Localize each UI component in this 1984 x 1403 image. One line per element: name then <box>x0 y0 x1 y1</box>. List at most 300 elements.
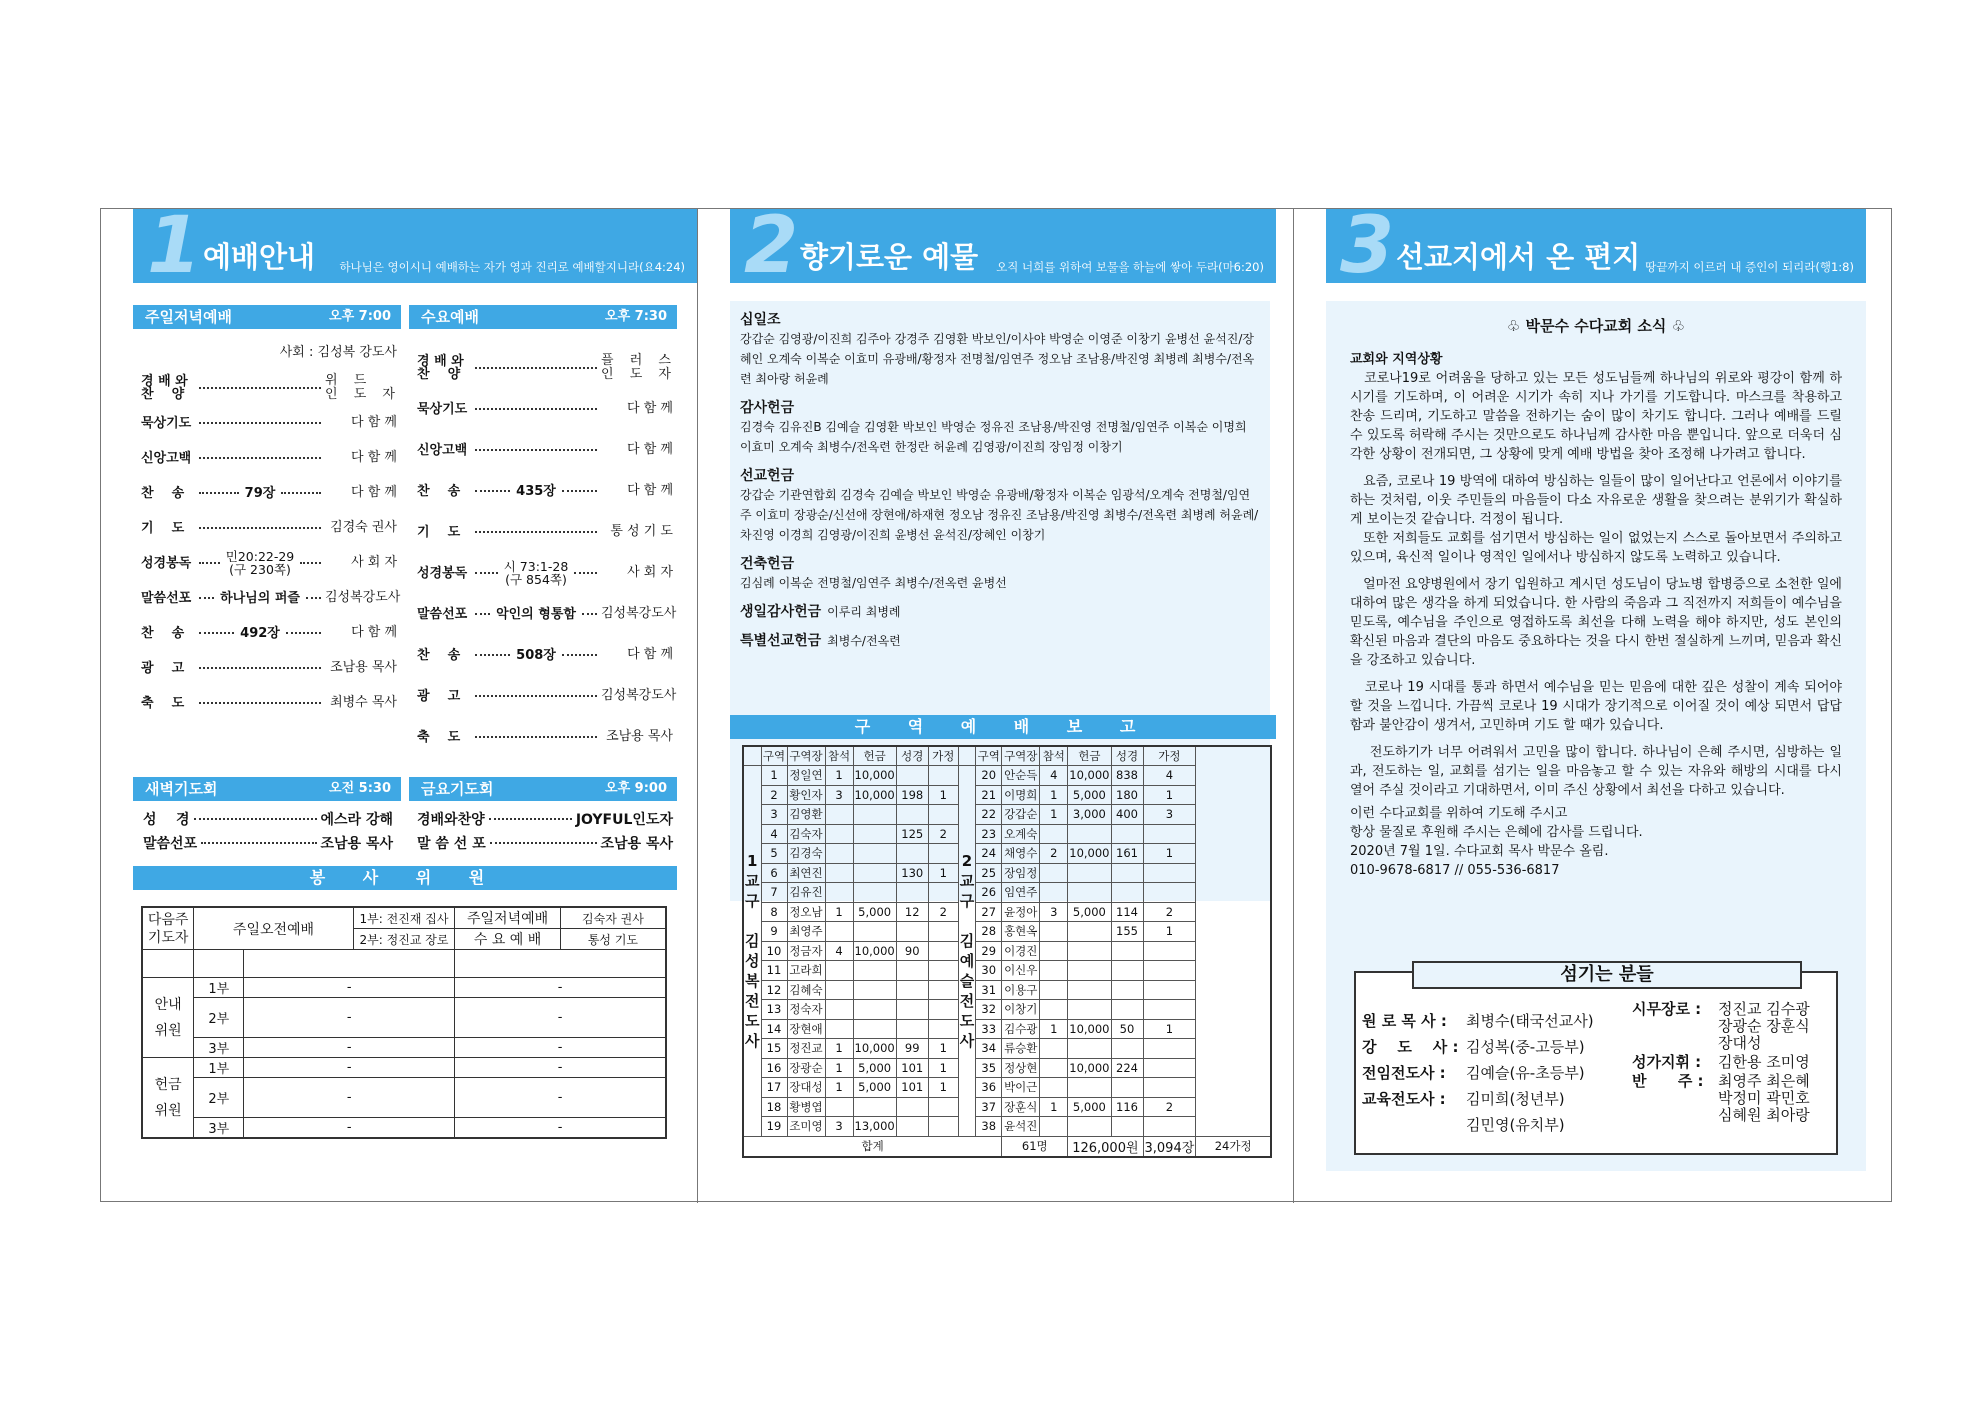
offering-group <box>740 601 1260 622</box>
table-cell: 황병엽 <box>787 1097 825 1117</box>
table-cell <box>825 1097 853 1117</box>
part2-prayer: 2부: 정진교 장로 <box>353 929 455 950</box>
table-cell <box>1143 824 1196 844</box>
server-role: 시무장로 : <box>1632 1000 1702 1018</box>
mission-letter-header <box>1326 209 1866 283</box>
column-header: 구역장 <box>1002 746 1040 766</box>
usher-part2: 2부 <box>194 998 244 1038</box>
table-cell <box>896 922 928 942</box>
order-item <box>141 445 397 471</box>
dotted-leader <box>475 654 510 656</box>
letter-closing <box>1350 804 1842 880</box>
table-cell: 30 <box>976 961 1002 981</box>
table-cell: 155 <box>1111 922 1143 942</box>
dotted-leader <box>489 818 572 820</box>
part1-prayer: 1부: 전진재 집사 <box>353 907 455 929</box>
offering-part2-b: - <box>455 1078 666 1118</box>
sunday-evening-prayer: 김숙자 권사 <box>560 907 666 929</box>
table-cell <box>1068 980 1111 1000</box>
order-item-label: 찬 송 <box>417 483 461 499</box>
prayer-item <box>417 833 673 853</box>
offering-type: 특별선교헌금 <box>740 633 822 649</box>
dotted-leader <box>199 457 321 459</box>
table-cell: 38 <box>976 1117 1002 1137</box>
wednesday-prayer-label: 수 요 예 배 <box>455 929 561 950</box>
table-cell <box>1040 1078 1068 1098</box>
order-item-label: 신앙고백 <box>417 442 468 458</box>
table-cell: 2 <box>1040 844 1068 864</box>
table-cell <box>928 1117 958 1137</box>
table-cell <box>896 1097 928 1117</box>
dawn-bar <box>133 777 401 801</box>
table-cell <box>928 883 958 903</box>
order-item-person: 사 회 자 <box>627 565 674 580</box>
table-cell <box>825 961 853 981</box>
table-cell: 안순득 <box>1002 766 1040 786</box>
usher-part2-b: - <box>455 998 666 1038</box>
table-cell <box>853 980 896 1000</box>
usher-part3: 3부 <box>194 1038 244 1058</box>
table-cell <box>1040 941 1068 961</box>
dotted-leader <box>475 736 597 738</box>
column-header: 성경 <box>896 746 928 766</box>
table-cell <box>1040 1058 1068 1078</box>
table-cell: 22 <box>976 805 1002 825</box>
table-cell: 2 <box>928 824 958 844</box>
dotted-leader <box>475 613 490 615</box>
offering-type: 십일조 <box>740 312 781 328</box>
table-cell: 6 <box>761 863 787 883</box>
table-cell: 장임정 <box>1002 863 1040 883</box>
table-cell: 838 <box>1111 766 1143 786</box>
table-cell <box>1111 961 1143 981</box>
section-verse: 땅끝까지 이르러 내 증인이 되리라(행1:8) <box>1645 260 1854 274</box>
order-item <box>141 515 397 541</box>
table-cell <box>1040 961 1068 981</box>
order-item <box>141 410 397 436</box>
table-cell: 20 <box>976 766 1002 786</box>
total-homes: 24가정 <box>1196 1136 1271 1157</box>
table-cell: 1 <box>928 1058 958 1078</box>
table-cell <box>1068 824 1111 844</box>
order-item-person: 다 함 께 <box>351 625 398 640</box>
usher-label: 안내 위원 <box>142 978 194 1058</box>
table-cell: 36 <box>976 1078 1002 1098</box>
bulletin-page <box>100 208 1892 1202</box>
order-item <box>417 642 673 668</box>
table-cell: 임연주 <box>1002 883 1040 903</box>
table-cell <box>1143 980 1196 1000</box>
table-cell: 17 <box>761 1078 787 1098</box>
table-cell <box>1068 941 1111 961</box>
dotted-leader <box>475 531 597 533</box>
letter-paragraph: 요즘, 코로나 19 방역에 대하여 방심하는 일들이 많이 일어난다고 언론에서 이야기를 하는 것처럼, 이웃 주민들의 마음들이 다소 자유로운 생활을 찾으려는 분위기가 확실하게 보이는것 같습니다. 걱정이 됩니다. <box>1350 474 1847 527</box>
order-item-label: 찬 송 <box>141 485 185 501</box>
table-cell <box>1111 883 1143 903</box>
table-cell <box>928 1019 958 1039</box>
dotted-leader <box>300 562 321 564</box>
table-cell <box>1143 961 1196 981</box>
section-number: 1 <box>147 209 202 283</box>
table-cell: 3 <box>761 805 787 825</box>
dotted-leader <box>199 702 321 704</box>
order-item-label: 묵상기도 <box>417 401 468 417</box>
section-verse: 오직 너희를 위하여 보물을 하늘에 쌓아 두라(마6:20) <box>996 260 1264 274</box>
table-cell: 25 <box>976 863 1002 883</box>
table-cell <box>1143 1039 1196 1059</box>
order-item-person: 김성복강도사 <box>601 606 677 621</box>
table-cell <box>896 1019 928 1039</box>
table-cell: 1 <box>761 766 787 786</box>
table-cell: 정진교 <box>787 1039 825 1059</box>
blank-cell <box>958 746 976 766</box>
friday-bar <box>409 777 677 801</box>
table-cell: 1 <box>928 863 958 883</box>
usher-part1-a: - <box>244 978 455 998</box>
order-item <box>141 655 397 681</box>
table-cell <box>853 1097 896 1117</box>
table-cell: 7 <box>761 883 787 903</box>
table-cell <box>853 1000 896 1020</box>
order-item-person: 다 함 께 <box>627 401 673 416</box>
prayer-item-label: 말씀선포 <box>143 836 198 852</box>
table-cell: 90 <box>896 941 928 961</box>
order-item-person: 조남용 목사 <box>330 660 397 675</box>
table-cell: 10,000 <box>853 941 896 961</box>
table-cell: 1 <box>1143 844 1196 864</box>
dotted-leader <box>199 667 321 669</box>
table-cell: 10 <box>761 941 787 961</box>
server-role: 원 로 목 사 : <box>1362 1011 1447 1030</box>
table-cell: 10,000 <box>853 785 896 805</box>
total-people: 61명 <box>1002 1136 1068 1157</box>
order-item-label: 묵상기도 <box>141 415 192 431</box>
section-title: 선교지에서 온 편지 <box>1396 240 1641 274</box>
cell-report-bar: 구 역 예 배 보 고 <box>730 715 1276 739</box>
order-item-person: 김경숙 권사 <box>330 520 397 535</box>
table-cell <box>825 844 853 864</box>
table-cell: 33 <box>976 1019 1002 1039</box>
mission-letter-column <box>1294 209 1893 1203</box>
section-number: 3 <box>1340 209 1395 283</box>
column-header: 헌금 <box>853 746 896 766</box>
table-cell <box>896 883 928 903</box>
wednesday-bar <box>409 305 677 329</box>
table-cell <box>1143 1078 1196 1098</box>
table-cell: 장광순 <box>787 1058 825 1078</box>
table-cell: 10,000 <box>853 1039 896 1059</box>
order-item-person: 위 드 인 도 자 <box>325 373 401 402</box>
dotted-leader <box>582 613 597 615</box>
dotted-leader <box>475 408 597 410</box>
server-role: 교육전도사 : <box>1362 1089 1446 1108</box>
offering-part3-b: - <box>455 1118 666 1139</box>
letter-closing-line: 010-9678-6817 // 055-536-6817 <box>1350 863 1560 878</box>
section-title: 향기로운 예물 <box>800 240 979 274</box>
sunday-evening-bar <box>133 305 401 329</box>
mission-letter <box>1326 301 1866 1171</box>
offering-names: 강갑순 김영광/이진희 김주아 강경주 김영환 박보인/이사야 박영순 이영준 이창기 윤병선 윤석진/장혜인 오계숙 이복순 이효미 유광배/황정자 전명철/임연주 정오남 조남용/박진영 최병례 최병수/전옥련 최아랑 허윤례 <box>740 332 1255 386</box>
column-header: 구역 <box>761 746 787 766</box>
column-header: 구역장 <box>787 746 825 766</box>
dotted-leader <box>475 572 498 574</box>
table-cell: 27 <box>976 902 1002 922</box>
server-name: 최영주 최은혜 박정미 곽민호 심혜원 최아랑 <box>1718 1072 1810 1124</box>
table-cell: 14 <box>761 1019 787 1039</box>
order-item-detail: 시 73:1-28 (구 854쪽) <box>503 559 569 587</box>
table-cell <box>1068 961 1111 981</box>
table-cell: 12 <box>896 902 928 922</box>
table-cell <box>1040 883 1068 903</box>
table-cell <box>928 941 958 961</box>
order-item-person: 김성복강도사 <box>601 688 677 703</box>
table-cell: 161 <box>1111 844 1143 864</box>
table-cell: 37 <box>976 1097 1002 1117</box>
table-cell: 114 <box>1111 902 1143 922</box>
table-cell: 강갑순 <box>1002 805 1040 825</box>
table-cell: 정오남 <box>787 902 825 922</box>
table-cell <box>825 883 853 903</box>
table-cell <box>928 922 958 942</box>
table-cell <box>1143 1117 1196 1137</box>
dawn-title: 새벽기도회 <box>145 780 218 798</box>
table-cell: 김수광 <box>1002 1019 1040 1039</box>
server-role: 성가지휘 : <box>1632 1053 1702 1071</box>
dotted-leader <box>199 492 239 494</box>
table-cell: 채영수 <box>1002 844 1040 864</box>
table-cell <box>1143 1000 1196 1020</box>
offering-type: 감사헌금 <box>740 400 795 416</box>
order-item-detail: 악인의 형통함 <box>496 606 576 622</box>
table-cell: 김영환 <box>787 805 825 825</box>
table-cell <box>896 1117 928 1137</box>
table-cell: 1 <box>1143 922 1196 942</box>
order-item <box>417 437 673 463</box>
table-cell: 5,000 <box>853 902 896 922</box>
offering-part3-a: - <box>244 1118 455 1139</box>
order-item <box>417 560 673 586</box>
table-cell: 32 <box>976 1000 1002 1020</box>
prayer-item <box>143 809 393 829</box>
table-cell: 이명희 <box>1002 785 1040 805</box>
table-cell: 21 <box>976 785 1002 805</box>
worship-info-header <box>133 209 697 283</box>
table-cell: 101 <box>896 1058 928 1078</box>
order-item-label: 성경봉독 <box>417 565 468 581</box>
offering-part2-a: - <box>244 1078 455 1118</box>
prayer-item-person: 조남용 목사 <box>600 836 673 852</box>
table-cell: 11 <box>761 961 787 981</box>
table-cell <box>928 766 958 786</box>
offering-type: 선교헌금 <box>740 468 795 484</box>
order-item-person: 최병수 목사 <box>330 695 397 710</box>
order-item-label: 축 도 <box>141 695 185 711</box>
letter-paragraph: 코로나 19 시대를 통과 하면서 예수님을 믿는 믿음에 대한 깊은 성찰이 계속 되어야 할 것을 느낍니다. 가끔씩 코로나 19 시대가 장기적으로 이어질 것이 예상 되면서 답답함과 불안감이 생겨서, 고민하며 기도 할 때가 있습니다. <box>1350 680 1847 733</box>
table-cell: 김혜숙 <box>787 980 825 1000</box>
table-cell: 400 <box>1111 805 1143 825</box>
table-cell: 3 <box>825 785 853 805</box>
order-item-detail: 79장 <box>244 485 276 501</box>
column-header: 헌금 <box>1068 746 1111 766</box>
letter-paragraph: 코로나19로 어려움을 당하고 있는 모든 성도님들께 하나님의 위로와 평강이 함께 하시기를 기도하며, 이 어려운 시기가 속히 지나 가기를 기도합니다. 마스크를 착용하고 찬송 드리며, 기도하고 말씀을 전하기는 숨이 많이 차기도 합니다. 그러나 예배를 드릴 수 있도록 허락해 주시는 것만으로도 하나님께 감사한 마음 뿐입니다. 앞으로 더욱더 심각한 상황이 전개되면, 그 상황에 맞게 예배 방법을 찾아 조정해 나가려고 합니다. <box>1350 371 1847 462</box>
table-cell <box>1068 1039 1111 1059</box>
table-cell: 5,000 <box>1068 902 1111 922</box>
table-cell: 홍현옥 <box>1002 922 1040 942</box>
prayer-item <box>143 833 393 853</box>
server-name: 김미희(청년부) <box>1466 1089 1565 1108</box>
table-cell: 101 <box>896 1078 928 1098</box>
district2-label: 2 교 구 김 예 슬 전 도 사 <box>958 766 976 1137</box>
order-item <box>141 690 397 716</box>
service-committee-bar: 봉 사 위 원 <box>133 866 677 890</box>
table-cell: 1 <box>928 1039 958 1059</box>
table-cell: 1 <box>825 902 853 922</box>
server-role: 반 주 : <box>1632 1072 1704 1090</box>
order-item-label: 찬 송 <box>141 625 185 641</box>
table-cell: 26 <box>976 883 1002 903</box>
order-item-label: 성경봉독 <box>141 555 192 571</box>
usher-part1: 1부 <box>194 978 244 998</box>
table-cell: 2 <box>1143 902 1196 922</box>
table-cell: 130 <box>896 863 928 883</box>
server-name: 김예슬(유-초등부) <box>1466 1063 1585 1082</box>
letter-closing-line: 2020년 7월 1일. 수다교회 목사 박문수 올림. <box>1350 844 1609 859</box>
dotted-leader <box>306 597 321 599</box>
table-cell <box>825 922 853 942</box>
dotted-leader <box>199 527 321 529</box>
server-name: 김성복(중-고등부) <box>1466 1037 1585 1056</box>
dotted-leader <box>475 490 510 492</box>
table-cell <box>1040 863 1068 883</box>
order-item-detail: 508장 <box>516 647 556 663</box>
prayer-item-label: 성 경 <box>143 812 190 828</box>
column-header: 구역 <box>976 746 1002 766</box>
letter-paragraph: 얼마전 요양병원에서 장기 입원하고 계시던 성도님이 당뇨병 합병증으로 소천한 일에 대하여 많은 생각을 하게 되었습니다. 한 사람의 죽음과 그 직전까지 저희들이 예수님을 믿도록, 예수님을 주인으로 영접하도록 최선을 다해 노력을 해야 하지만, 성도 본인의 확신된 마음과 결단의 마음도 중요하다는 것을 다시 한번 절실하게 느끼며, 믿음과 확신을 강조하고 있습니다. <box>1350 577 1847 668</box>
column-header: 참석 <box>825 746 853 766</box>
table-cell: 1 <box>1143 1019 1196 1039</box>
table-cell <box>853 824 896 844</box>
offering-group <box>740 397 1260 457</box>
prayer-item-person: 에스라 강해 <box>320 812 393 828</box>
friday-time: 오후 9:00 <box>605 781 667 796</box>
wednesday-title: 수요예배 <box>421 308 479 326</box>
order-item-label: 광 고 <box>417 688 461 704</box>
prayer-item <box>417 809 673 829</box>
dotted-leader <box>475 449 597 451</box>
order-item-person: 다 함 께 <box>627 442 673 457</box>
prayer-item-label: 경배와찬양 <box>417 812 485 828</box>
table-cell <box>1040 824 1068 844</box>
order-item <box>141 550 397 576</box>
order-item-detail: 민20:22-29 (구 230쪽) <box>225 549 295 577</box>
table-cell: 125 <box>896 824 928 844</box>
table-cell: 오계숙 <box>1002 824 1040 844</box>
table-cell <box>896 844 928 864</box>
order-item <box>417 683 677 709</box>
column-header: 참석 <box>1040 746 1068 766</box>
offering-names: 김경숙 김유진B 김예슬 김영환 박보인 박영순 정유진 조남용/박진영 전명철/임연주 이복순 이명희 이효미 오계숙 최병수/전옥련 한정란 허윤례 김영광/이진희 장임정 이창기 <box>740 420 1247 454</box>
sunday-evening-time: 오후 7:00 <box>329 309 391 324</box>
order-item-person: 조남용 목사 <box>606 729 673 744</box>
table-cell <box>853 883 896 903</box>
order-item <box>141 620 397 646</box>
table-cell: 34 <box>976 1039 1002 1059</box>
dotted-leader <box>475 695 597 697</box>
offerings-column <box>698 209 1293 1203</box>
table-cell: 5,000 <box>853 1058 896 1078</box>
column-header: 가정 <box>928 746 958 766</box>
offering-names: 김심례 이복순 전명철/임연주 최병수/전옥련 윤병선 <box>740 576 1007 590</box>
table-cell: 이신우 <box>1002 961 1040 981</box>
section-number: 2 <box>744 209 799 283</box>
table-cell: 116 <box>1111 1097 1143 1117</box>
table-cell: 10,000 <box>1068 766 1111 786</box>
table-cell <box>1111 980 1143 1000</box>
table-cell <box>896 961 928 981</box>
table-cell: 4 <box>1040 766 1068 786</box>
table-cell: 9 <box>761 922 787 942</box>
table-cell: 13 <box>761 1000 787 1020</box>
order-item-label: 말씀선포 <box>141 590 192 606</box>
wednesday-prayer: 통성 기도 <box>560 929 666 950</box>
dotted-leader <box>199 422 321 424</box>
offering-part1-b: - <box>455 1058 666 1078</box>
dotted-leader <box>562 654 597 656</box>
table-cell: 28 <box>976 922 1002 942</box>
dotted-leader <box>475 367 597 369</box>
table-cell <box>825 980 853 1000</box>
table-cell <box>928 844 958 864</box>
service-committee-table <box>141 906 667 1139</box>
offering-group <box>740 630 1260 651</box>
section-verse: 하나님은 영이시니 예배하는 자가 영과 진리로 예배할지니라(요4:24) <box>339 260 685 274</box>
table-cell: 장대성 <box>787 1078 825 1098</box>
table-cell: 13,000 <box>853 1117 896 1137</box>
table-cell: 장현애 <box>787 1019 825 1039</box>
table-cell: 35 <box>976 1058 1002 1078</box>
order-item-label: 경 배 와 찬 양 <box>141 374 188 402</box>
table-cell: 10,000 <box>1068 1019 1111 1039</box>
dotted-leader <box>490 842 597 844</box>
order-item-label: 경 배 와 찬 양 <box>417 354 464 382</box>
table-cell: 1 <box>928 1078 958 1098</box>
column-header: 가정 <box>1143 746 1196 766</box>
table-cell <box>1143 941 1196 961</box>
order-item <box>417 724 673 750</box>
server-row <box>1362 1007 1632 1033</box>
dotted-leader <box>199 387 321 389</box>
server-row <box>1362 1059 1632 1085</box>
table-cell: 장훈식 <box>1002 1097 1040 1117</box>
table-cell: 4 <box>1143 766 1196 786</box>
order-item-person: 다 함 께 <box>627 647 674 662</box>
table-cell: 김유진 <box>787 883 825 903</box>
table-cell: 조미영 <box>787 1117 825 1137</box>
usher-part3-a: - <box>244 1038 455 1058</box>
dotted-leader <box>194 818 317 820</box>
table-cell <box>928 1000 958 1020</box>
table-cell: 1 <box>825 1039 853 1059</box>
dawn-time: 오전 5:30 <box>329 781 391 796</box>
table-cell: 1 <box>825 1058 853 1078</box>
table-cell: 2 <box>761 785 787 805</box>
table-cell: 15 <box>761 1039 787 1059</box>
order-item-label: 기 도 <box>141 520 185 536</box>
table-cell <box>896 980 928 1000</box>
order-item <box>417 478 673 504</box>
sunday-evening-title: 주일저녁예배 <box>145 308 232 326</box>
letter-section-heading: 교회와 지역상황 <box>1350 352 1443 367</box>
